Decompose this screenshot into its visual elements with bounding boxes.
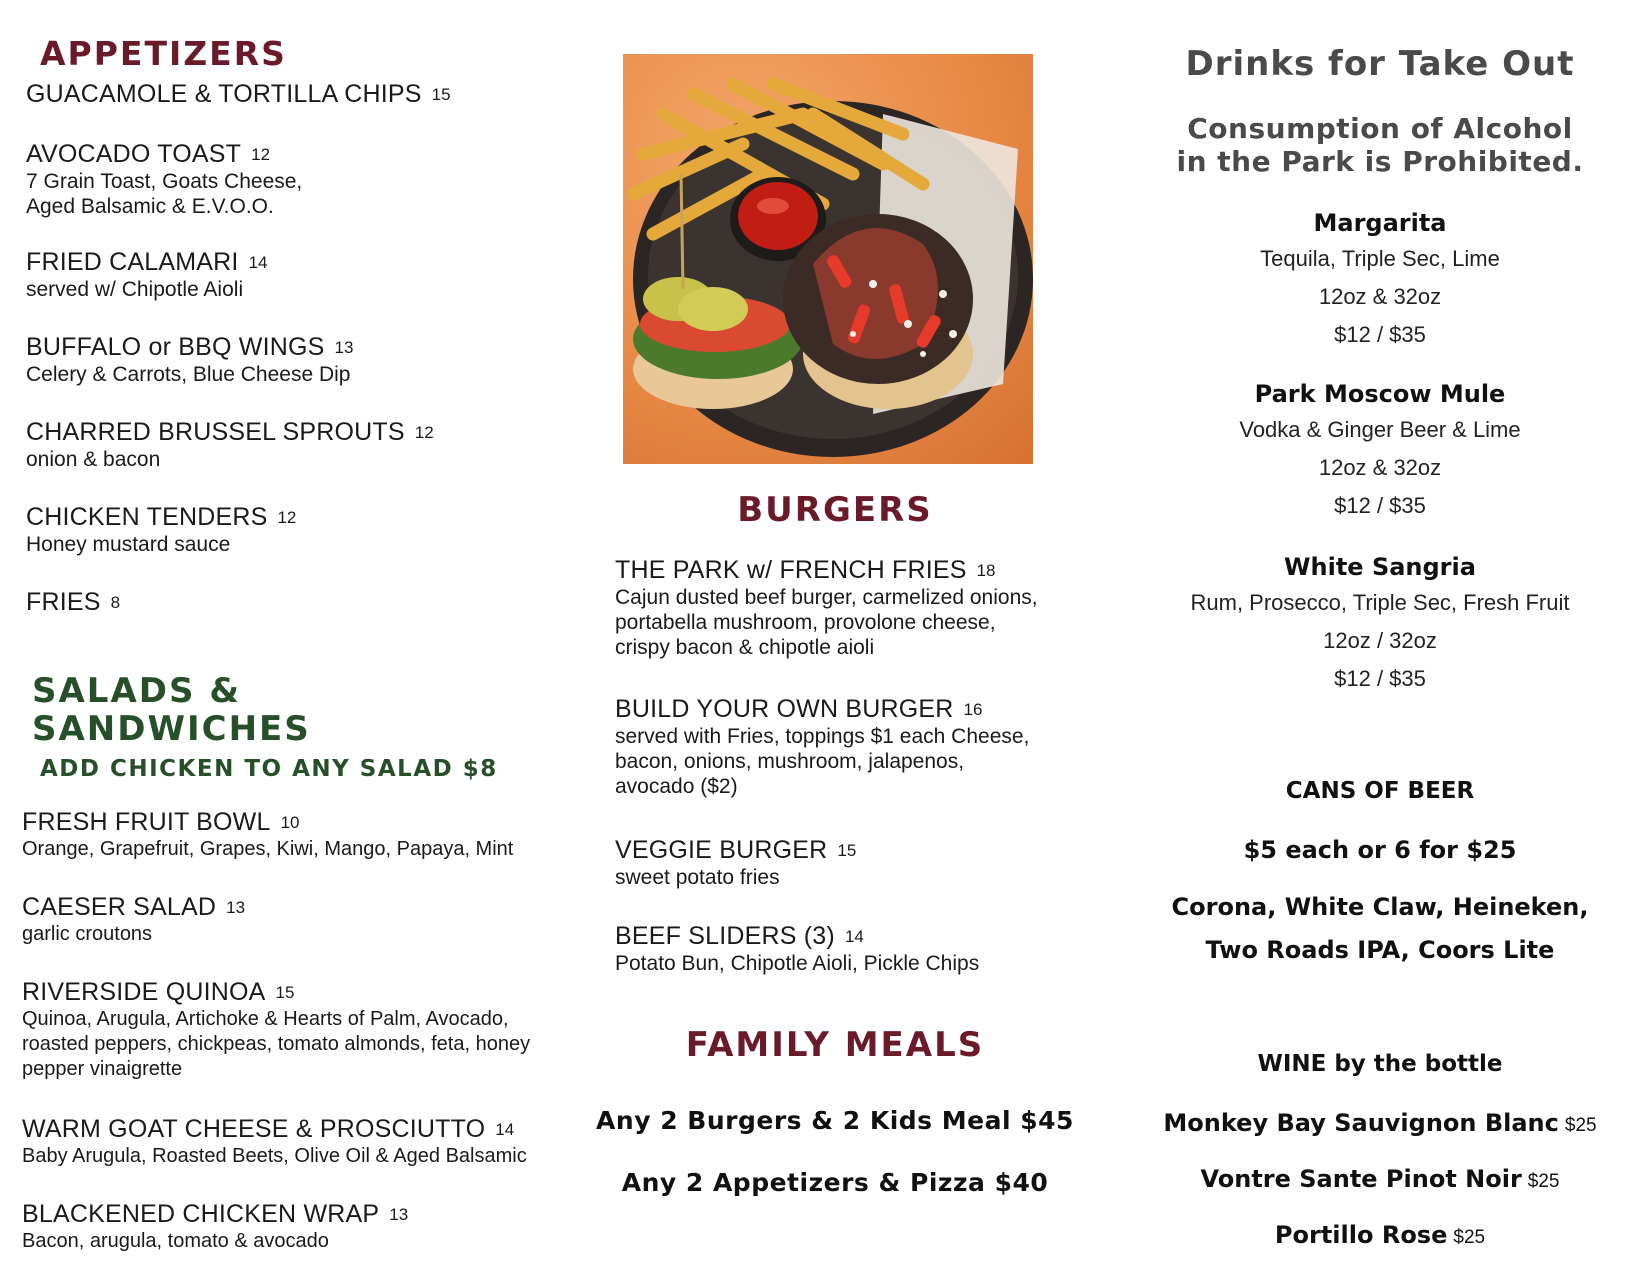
appetizers-title: APPETIZERS — [40, 34, 287, 73]
menu-item: AVOCADO TOAST 12 7 Grain Toast, Goats Cheese, Aged Balsamic & E.V.O.O. — [26, 140, 303, 218]
menu-item: FRIES 8 — [26, 588, 121, 616]
menu-item: CHICKEN TENDERS 12 Honey mustard sauce — [26, 503, 297, 556]
burger-photo — [623, 54, 1033, 464]
beer-list: Two Roads IPA, Coors Lite — [1205, 936, 1555, 964]
burgers-title: BURGERS — [737, 490, 933, 530]
menu-item: RIVERSIDE QUINOA 15 Quinoa, Arugula, Artichoke & Hearts of Palm, Avocado, roasted peppers, chickpeas, tomato almonds, feta, honey pepper vinaigrette — [22, 978, 531, 1080]
beer-title: CANS OF BEER — [1285, 778, 1475, 804]
menu-item: FRIED CALAMARI 14 served w/ Chipotle Aioli — [26, 248, 268, 301]
beer-price: $5 each or 6 for $25 — [1243, 836, 1517, 864]
beer-list: Corona, White Claw, Heineken, — [1171, 893, 1589, 921]
burger-plate-illustration — [623, 54, 1033, 464]
wine-title: WINE by the bottle — [1257, 1051, 1503, 1077]
family-meals-title: FAMILY MEALS — [685, 1025, 985, 1065]
menu-item: VEGGIE BURGER 15 sweet potato fries — [615, 836, 857, 889]
menu-item: FRESH FRUIT BOWL 10 Orange, Grapefruit, Grapes, Kiwi, Mango, Papaya, Mint — [22, 808, 514, 860]
menu-item: BUFFALO or BBQ WINGS 13 Celery & Carrots, Blue Cheese Dip — [26, 333, 354, 386]
menu-item: THE PARK w/ FRENCH FRIES 18 Cajun dusted beef burger, carmelized onions, portabella mushroom, provolone cheese, crispy bacon & chipotle aioli — [615, 556, 1038, 659]
salads-title: SALADS & SANDWICHES — [32, 671, 311, 749]
menu-item: CAESER SALAD 13 garlic croutons — [22, 893, 246, 945]
salads-subtitle: ADD CHICKEN TO ANY SALAD $8 — [40, 756, 498, 782]
alcohol-notice: Consumption of Alcohol in the Park is Prohibited. — [1176, 112, 1584, 178]
family-meal-offer: Any 2 Appetizers & Pizza $40 — [621, 1168, 1049, 1197]
menu-item: GUACAMOLE & TORTILLA CHIPS 15 — [26, 80, 451, 108]
wine-item: Monkey Bay Sauvignon Blanc $25 — [1163, 1109, 1597, 1137]
menu-item: BEEF SLIDERS (3) 14 Potato Bun, Chipotle Aioli, Pickle Chips — [615, 922, 980, 975]
cocktail-item: Park Moscow Mule Vodka & Ginger Beer & Lime 12oz & 32oz $12 / $35 — [1239, 380, 1521, 518]
menu-item: WARM GOAT CHEESE & PROSCIUTTO 14 Baby Arugula, Roasted Beets, Olive Oil & Aged Balsamic — [22, 1115, 527, 1167]
wine-item: Portillo Rose $25 — [1274, 1221, 1486, 1249]
cocktail-item: White Sangria Rum, Prosecco, Triple Sec, Fresh Fruit 12oz / 32oz $12 / $35 — [1190, 553, 1570, 691]
drinks-title: Drinks for Take Out — [1185, 44, 1575, 84]
menu-item: CHARRED BRUSSEL SPROUTS 12 onion & bacon — [26, 418, 434, 471]
menu-item: BLACKENED CHICKEN WRAP 13 Bacon, arugula, tomato & avocado — [22, 1200, 409, 1252]
menu-item: BUILD YOUR OWN BURGER 16 served with Fries, toppings $1 each Cheese, bacon, onions, mushroom, jalapenos, avocado ($2) — [615, 695, 1030, 798]
cocktail-item: Margarita Tequila, Triple Sec, Lime 12oz & 32oz $12 / $35 — [1260, 209, 1500, 347]
wine-item: Vontre Sante Pinot Noir $25 — [1200, 1165, 1560, 1193]
family-meal-offer: Any 2 Burgers & 2 Kids Meal $45 — [596, 1106, 1074, 1135]
